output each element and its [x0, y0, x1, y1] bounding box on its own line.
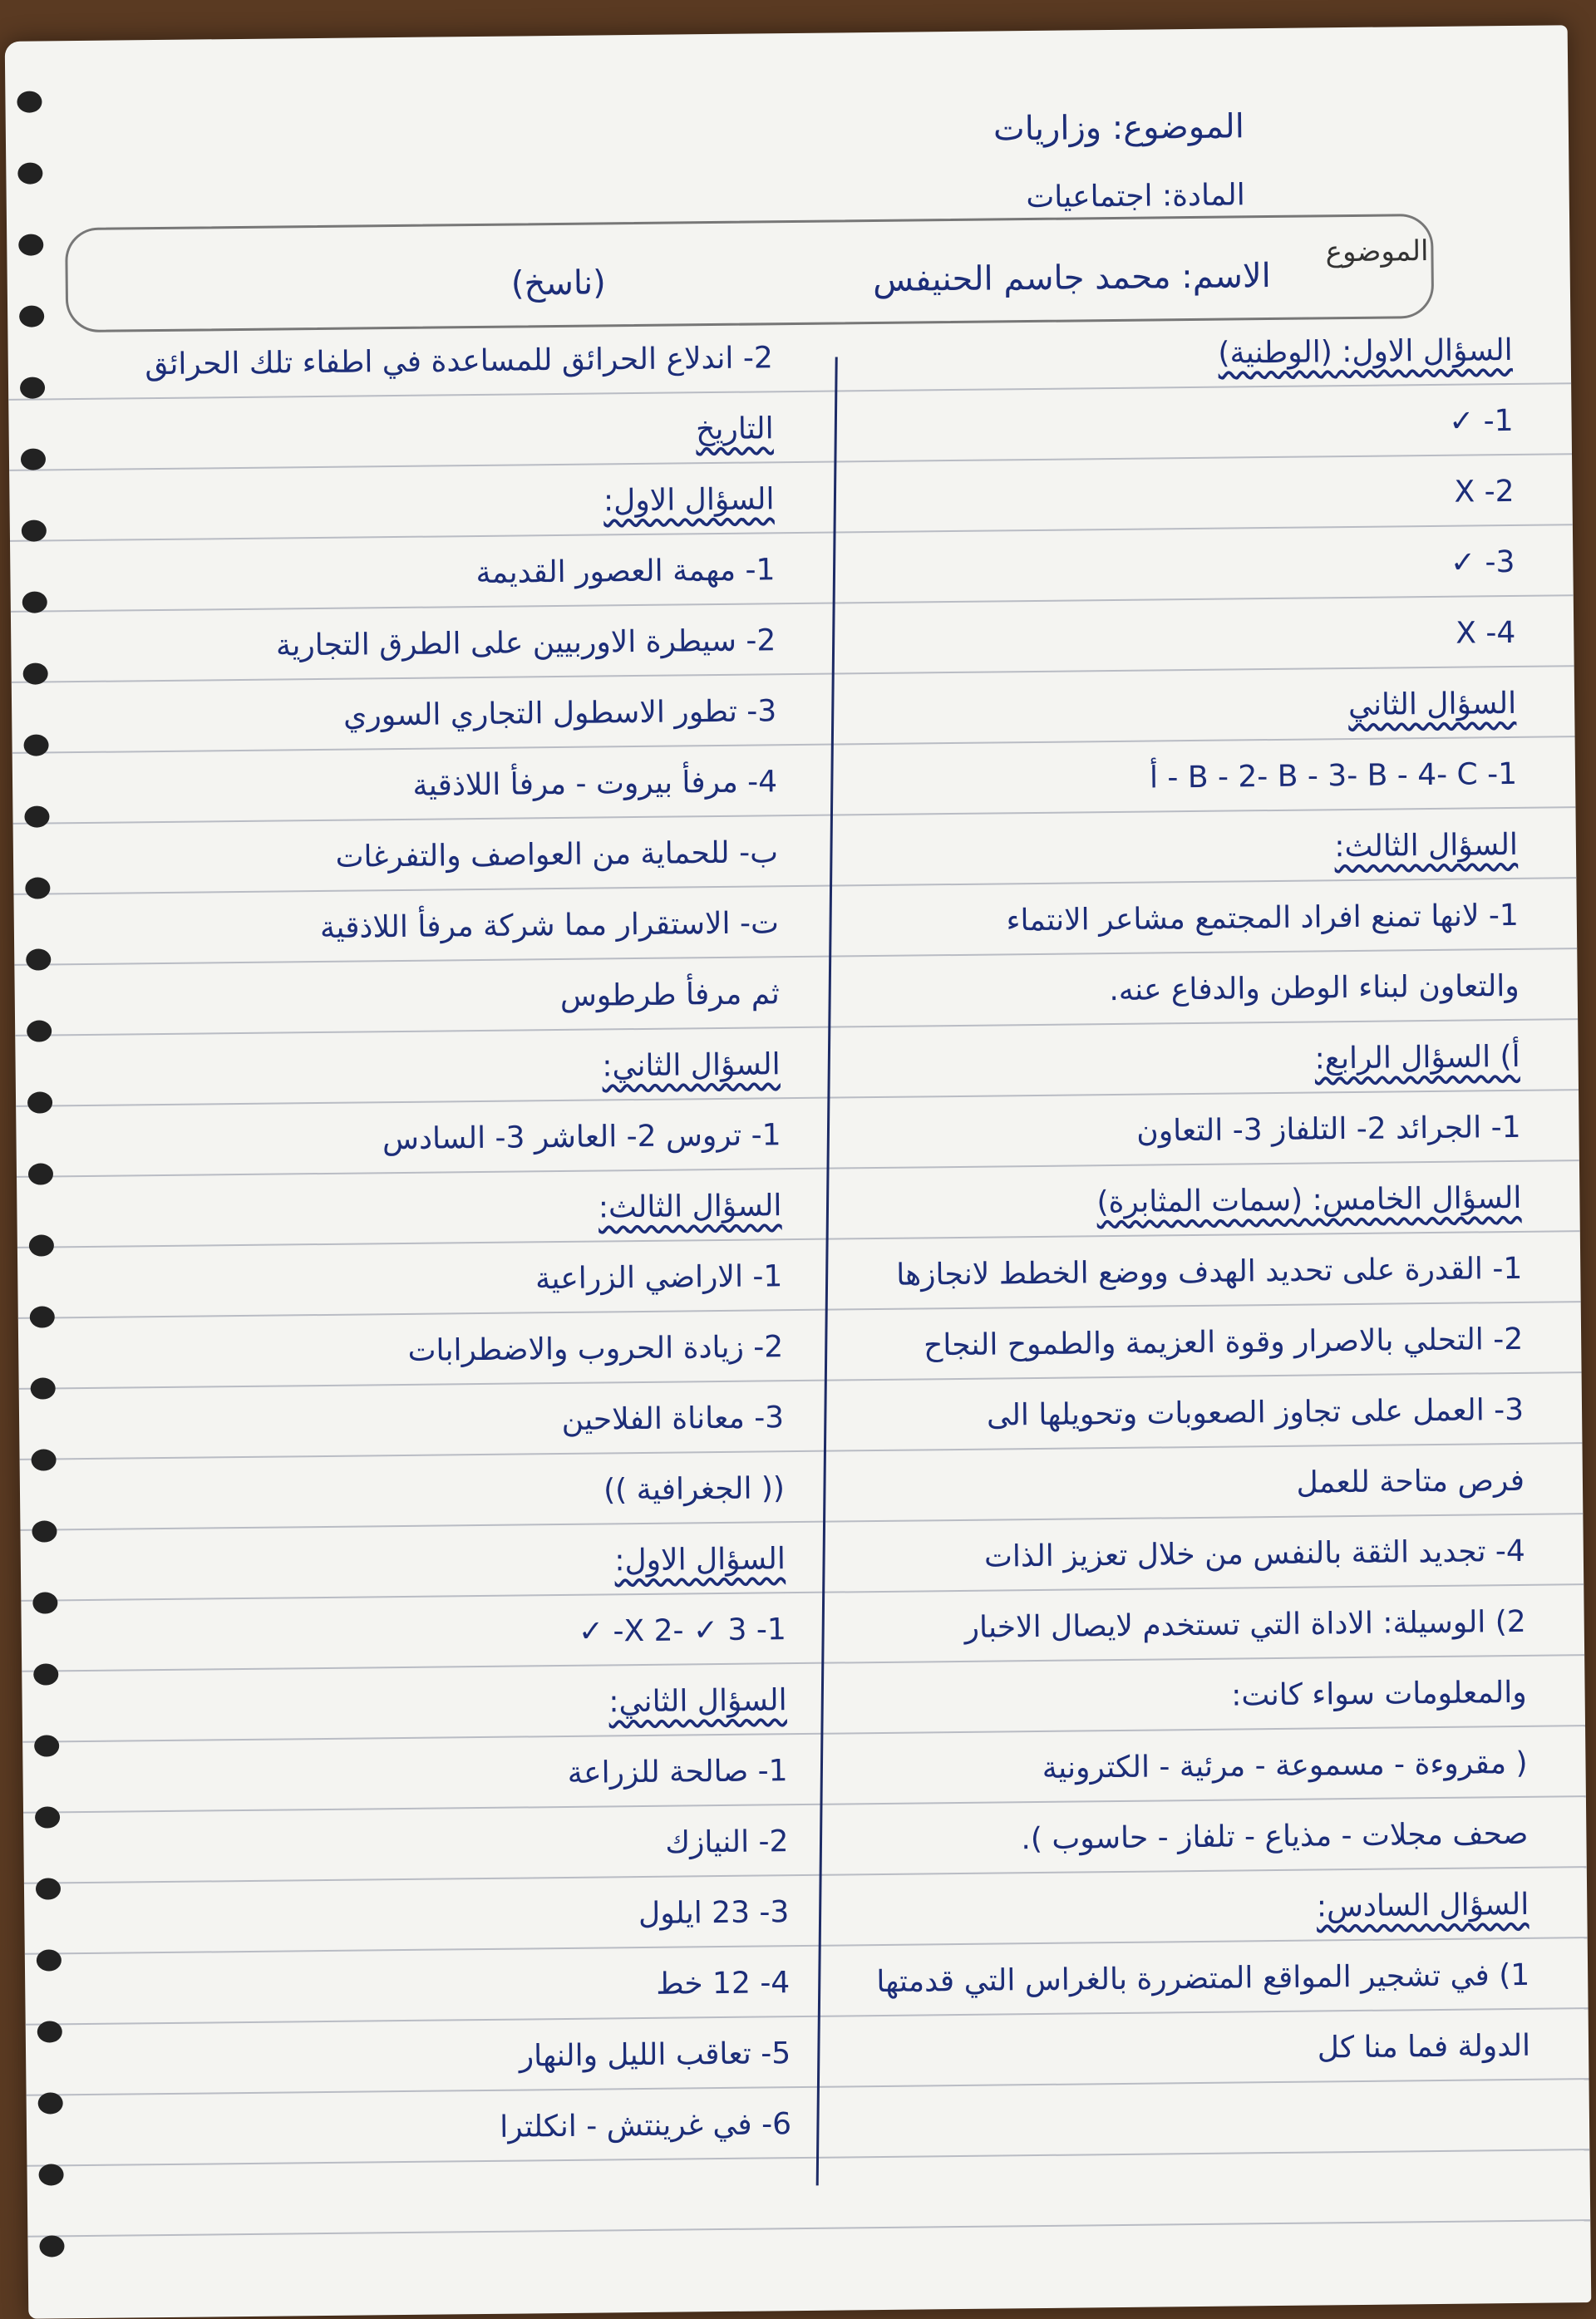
- ruled-line: [10, 524, 1573, 542]
- right_column-line: السؤال الاول: (الوطنية): [1218, 332, 1513, 371]
- ruled-line: [27, 2078, 1589, 2096]
- subject-line: الموضوع: وزاريات: [993, 107, 1245, 149]
- left_column-line: 4- مرفأ بيروت - مرفأ اللاذقية: [412, 765, 778, 803]
- right_column-line: السؤال الثالث:: [1334, 827, 1519, 864]
- binder-hole: [35, 1806, 60, 1828]
- binder-hole: [21, 448, 46, 470]
- right_column-line: 2- التحلي بالاصرار وقوة العزيمة والطموح النجاح: [923, 1322, 1524, 1363]
- right_column-line: 3- ✓: [1450, 544, 1515, 580]
- right_column-line: السؤال الثاني: [1347, 686, 1517, 723]
- right_column-line: ( مقروءة - مسموعة - مرئية - الكترونية: [1042, 1745, 1528, 1785]
- binder-hole: [26, 948, 51, 970]
- left_column-line: 4- 12 خط: [655, 1966, 791, 2001]
- right_column-line: 1) في تشجير المواقع المتضررة بالغراس التي قدمتها: [876, 1957, 1530, 2000]
- binder-hole: [22, 591, 47, 613]
- binder-hole: [23, 662, 48, 684]
- right_column-line: والمعلومات سواء كانت:: [1231, 1675, 1527, 1713]
- left_column-line: 3- 23 ايلول: [638, 1895, 790, 1932]
- right_column-line: الدولة فما منا كل: [1317, 2028, 1531, 2065]
- right_column-line: 1- B - 2- B - 3- B - 4- C - أ: [1149, 756, 1518, 795]
- ruled-line: [12, 736, 1575, 754]
- ruled-line: [20, 1513, 1583, 1531]
- ruled-line: [16, 1089, 1579, 1107]
- left_column-line: 6- في غرينتش - انكلترا: [500, 2107, 792, 2144]
- left_column-line: 3- معاناة الفلاحين: [561, 1401, 785, 1437]
- left_column-line: السؤال الثاني:: [608, 1683, 787, 1720]
- right_column-line: والتعاون لبناء الوطن والدفاع عنه.: [1109, 968, 1520, 1008]
- left_column-line: السؤال الثالث:: [598, 1189, 782, 1225]
- binder-hole: [38, 2164, 63, 2185]
- binder-hole: [38, 2092, 63, 2114]
- binder-hole: [32, 1520, 57, 1542]
- ruled-line: [18, 1301, 1581, 1319]
- right_column-line: فرص متاحة للعمل: [1296, 1463, 1525, 1500]
- right_column-line: السؤال الخامس: (سمات المثابرة): [1096, 1180, 1522, 1220]
- left_column-line: 2- سيطرة الاوربيين على الطرق التجارية: [275, 623, 776, 663]
- ruled-line: [24, 1866, 1587, 1884]
- ruled-line: [8, 382, 1571, 401]
- binder-hole: [31, 1449, 56, 1470]
- binder-hole: [24, 805, 49, 827]
- right_column-line: 4- X: [1456, 615, 1516, 651]
- ruled-line: [27, 2149, 1589, 2167]
- right_column-line: السؤال السادس:: [1316, 1887, 1530, 1924]
- left_column-line: 3- تطور الاسطول التجاري السوري: [342, 694, 777, 733]
- binder-hole: [33, 1663, 58, 1685]
- right_column-line: 4- تجديد الثقة بالنفس من خلال تعزيز الذات: [983, 1534, 1526, 1574]
- left_column-line: 5- تعاقب الليل والنهار: [519, 2036, 791, 2074]
- left_column-line: السؤال الثاني:: [602, 1047, 781, 1084]
- ruled-line: [23, 1795, 1586, 1814]
- ruled-line: [22, 1725, 1585, 1743]
- printed-subject-label: الموضوع: [1325, 234, 1429, 269]
- left_column-line: التاريخ: [695, 411, 774, 447]
- right_column-line: 2- X: [1454, 474, 1515, 510]
- ruled-line: [17, 1230, 1580, 1248]
- left_column-line: 1- X 2- ✓ 3- ✓: [578, 1612, 786, 1649]
- binder-hole: [36, 1878, 61, 1899]
- ruled-line: [12, 665, 1574, 683]
- binder-hole: [30, 1306, 55, 1327]
- course-line: المادة: اجتماعيات: [1026, 178, 1245, 215]
- ruled-line: [27, 2219, 1590, 2238]
- binder-hole: [22, 519, 47, 541]
- binder-hole: [27, 1020, 52, 1041]
- binder-hole: [28, 1163, 53, 1184]
- left_column-line: 2- زيادة الحروب والاضطرابات: [407, 1330, 784, 1368]
- binder-holes: [5, 41, 79, 2318]
- ruled-line: [13, 877, 1576, 895]
- right_column-line: أ) السؤال الرابع:: [1314, 1039, 1520, 1076]
- binder-hole: [19, 305, 44, 327]
- right_column-line: 1- الجرائد 2- التلفاز 3- التعاون: [1136, 1110, 1521, 1149]
- binder-hole: [23, 734, 48, 756]
- left_column-line: ب- للحماية من العواصف والتفرغات: [335, 835, 779, 874]
- binder-hole: [20, 377, 45, 398]
- ruled-line: [9, 453, 1572, 471]
- right_column-line: 2) الوسيلة: الاداة التي تستخدم لايصال الاخبار: [964, 1604, 1526, 1645]
- left_column-line: ثم مرفأ طرطوس: [559, 977, 780, 1013]
- right_column-line: 1- لانها تمنع افراد المجتمع مشاعر الانتماء: [1006, 898, 1520, 938]
- binder-hole: [17, 162, 42, 184]
- left_column-line: 2- النيازك: [665, 1824, 789, 1860]
- binder-hole: [29, 1234, 54, 1256]
- ruled-line: [13, 806, 1576, 825]
- binder-hole: [32, 1592, 57, 1613]
- notebook-page: [5, 25, 1592, 2319]
- ruled-line: [22, 1654, 1584, 1672]
- column-divider: [816, 357, 838, 2185]
- ruled-line: [17, 1160, 1579, 1178]
- ruled-line: [19, 1371, 1582, 1390]
- binder-hole: [31, 1377, 56, 1399]
- ruled-line: [26, 2007, 1589, 2026]
- left_column-line: 2- اندلاع الحرائق للمساعدة في اطفاء تلك الحرائق: [145, 341, 773, 382]
- binder-hole: [37, 1949, 62, 1971]
- ruled-lines: [5, 25, 1568, 42]
- left_column-line: (( الجغرافية )): [603, 1471, 786, 1508]
- right_column-line: 3- العمل على تجاوز الصعوبات وتحويلها الى: [986, 1392, 1525, 1433]
- left_column-line: السؤال الاول:: [603, 482, 775, 519]
- binder-hole: [39, 2235, 64, 2257]
- binder-hole: [17, 91, 42, 112]
- binder-hole: [25, 877, 50, 899]
- ruled-line: [21, 1583, 1584, 1602]
- binder-hole: [18, 234, 43, 255]
- ruled-line: [11, 594, 1574, 613]
- copy-tag: (ناسخ): [510, 263, 607, 303]
- right_column-line: 1- ✓: [1448, 403, 1514, 439]
- ruled-line: [20, 1442, 1583, 1460]
- ruled-line: [14, 948, 1577, 966]
- left_column-line: ت- الاستقرار مما شركة مرفأ اللاذقية: [319, 906, 780, 946]
- ruled-line: [15, 1018, 1578, 1036]
- student-name: الاسم: محمد جاسم الحنيفس: [872, 256, 1271, 299]
- left_column-line: 1- الاراضي الزراعية: [534, 1259, 783, 1297]
- right_column-line: 1- القدرة على تحديد الهدف ووضع الخطط لانجازها: [895, 1251, 1523, 1292]
- ruled-line: [25, 1937, 1588, 1955]
- left_column-line: 1- تروس 2- العاشر 3- السادس: [382, 1118, 781, 1157]
- binder-hole: [27, 1091, 52, 1113]
- binder-hole: [37, 2021, 62, 2042]
- binder-hole: [34, 1735, 59, 1756]
- left_column-line: السؤال الاول:: [614, 1542, 786, 1578]
- left_column-line: 1- مهمة العصور القديمة: [475, 553, 776, 591]
- right_column-line: صحف مجلات - مذياع - تلفاز - حاسوب ).: [1021, 1816, 1529, 1857]
- left_column-line: 1- صالحة للزراعة: [567, 1754, 788, 1790]
